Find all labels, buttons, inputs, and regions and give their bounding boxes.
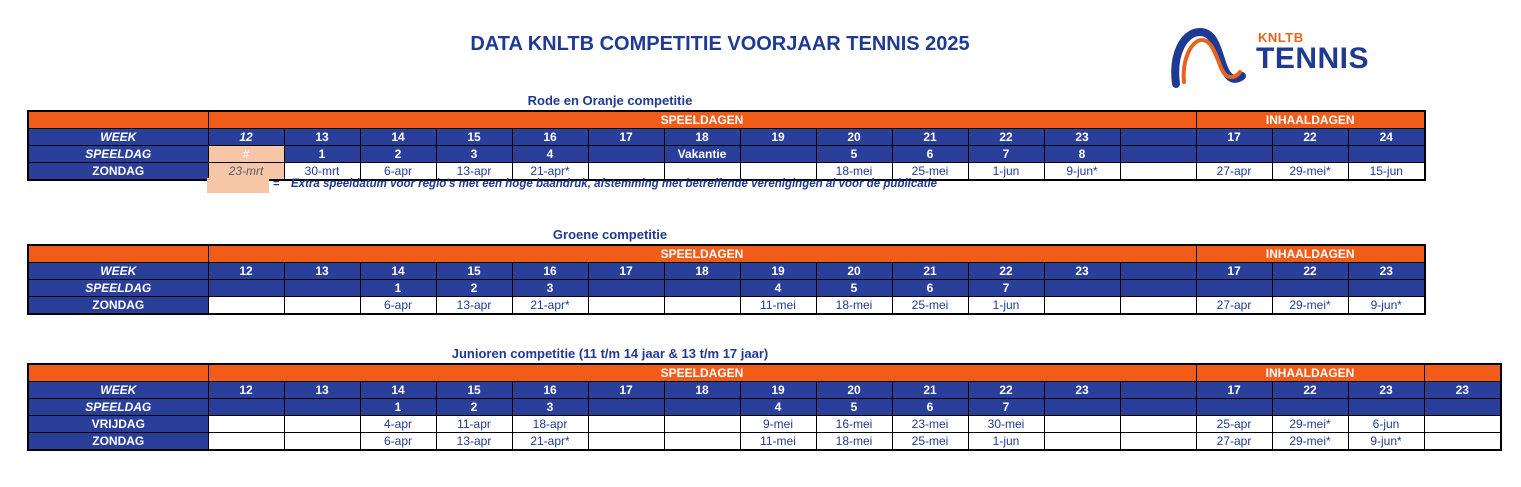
vrijdag-cell <box>588 416 664 433</box>
zondag-cell <box>284 297 360 315</box>
week-cell: 12 <box>208 263 284 280</box>
speeldag-cell-empty <box>1120 146 1196 163</box>
week-cell: 19 <box>740 382 816 399</box>
week-row <box>28 382 1501 399</box>
legend-text: Extra speeldatum voor regio's met een hoge baandruk, afstemming met betreffende verenigingen al voor de publicatie <box>291 178 938 190</box>
inhaal-speeldag-cell <box>1348 146 1425 163</box>
inhaal-zondag-cell <box>1424 433 1501 451</box>
week-cell: 12 <box>208 129 284 146</box>
inhaal-zondag-cell: 29-mei* <box>1272 163 1348 181</box>
speeldag-cell: 3 <box>512 280 588 297</box>
zondag-cell: 25-mei <box>892 163 968 181</box>
inhaal-vrijdag-cell: 29-mei* <box>1272 416 1348 433</box>
inhaal-vrijdag-cell <box>1424 416 1501 433</box>
vrijdag-label: VRIJDAG <box>28 416 208 433</box>
inhaal-week-cell: 17 <box>1196 382 1272 399</box>
corner-cell <box>28 364 208 382</box>
speeldag-cell <box>1044 280 1120 297</box>
speeldag-row <box>28 280 1425 297</box>
inhaal-week-cell: 23 <box>1348 382 1424 399</box>
inhaal-speeldag-cell <box>1348 280 1425 297</box>
vrijdag-row <box>28 416 1501 433</box>
speeldag-cell: 4 <box>740 399 816 416</box>
week-label: WEEK <box>28 129 208 146</box>
zondag-row <box>28 297 1425 315</box>
week-cell: 13 <box>284 129 360 146</box>
speeldag-cell <box>664 399 740 416</box>
week-cell: 20 <box>816 382 892 399</box>
speeldag-cell-empty <box>1120 280 1196 297</box>
zondag-cell <box>588 297 664 315</box>
zondag-cell: 13-apr <box>436 297 512 315</box>
week-cell: 20 <box>816 129 892 146</box>
inhaal-week-cell: 22 <box>1272 129 1348 146</box>
week-cell: 22 <box>968 382 1044 399</box>
week-cell: 16 <box>512 263 588 280</box>
zondag-cell <box>1044 433 1120 451</box>
inhaal-zondag-cell: 27-apr <box>1196 433 1272 451</box>
speeldag-cell: 5 <box>816 280 892 297</box>
zondag-cell: 6-apr <box>360 163 436 181</box>
junioren-title: Junioren competitie (11 t/m 14 jaar & 13 t/m 17 jaar) <box>451 346 769 361</box>
speeldag-cell: 2 <box>360 146 436 163</box>
junioren-table <box>27 363 1502 451</box>
speeldag-cell: 2 <box>436 399 512 416</box>
corner-cell <box>28 245 208 263</box>
inhaal-zondag-cell: 29-mei* <box>1272 297 1348 315</box>
speeldag-cell <box>284 280 360 297</box>
zondag-cell: 13-apr <box>436 163 512 181</box>
inhaal-week-cell: 23 <box>1424 382 1501 399</box>
week-cell: 22 <box>968 263 1044 280</box>
week-cell: 12 <box>208 382 284 399</box>
zondag-cell <box>1044 297 1120 315</box>
vrijdag-cell: 30-mei <box>968 416 1044 433</box>
speeldag-cell: 1 <box>360 280 436 297</box>
week-row <box>28 129 1425 146</box>
speeldag-cell <box>284 399 360 416</box>
week-cell: 19 <box>740 263 816 280</box>
speeldag-cell: 3 <box>512 399 588 416</box>
legend <box>207 178 1207 193</box>
inhaal-zondag-cell: 27-apr <box>1196 163 1272 181</box>
vrijdag-cell: 9-mei <box>740 416 816 433</box>
zondag-cell: 21-apr* <box>512 433 588 451</box>
inhaal-week-cell: 22 <box>1272 382 1348 399</box>
speeldag-cell <box>208 399 284 416</box>
speeldag-cell: 7 <box>968 280 1044 297</box>
week-cell: 19 <box>740 129 816 146</box>
zondag-label: ZONDAG <box>28 297 208 315</box>
week-cell: 18 <box>664 382 740 399</box>
speeldagen-header: SPEELDAGEN <box>208 364 1196 382</box>
speeldag-cell-empty <box>1120 399 1196 416</box>
page-title: DATA KNLTB COMPETITIE VOORJAAR TENNIS 2025 <box>470 33 970 55</box>
week-cell: 18 <box>664 129 740 146</box>
vrijdag-cell: 4-apr <box>360 416 436 433</box>
inhaal-speeldag-cell <box>1424 399 1501 416</box>
zondag-cell: 18-mei <box>816 297 892 315</box>
zondag-cell-empty <box>1120 433 1196 451</box>
speeldag-cell: 7 <box>968 146 1044 163</box>
speeldagen-header: SPEELDAGEN <box>208 111 1196 129</box>
zondag-cell: 30-mrt <box>284 163 360 181</box>
speeldag-cell: 3 <box>436 146 512 163</box>
inhaal-speeldag-cell <box>1272 146 1348 163</box>
inhaal-zondag-cell: 29-mei* <box>1272 433 1348 451</box>
legend-swatch <box>207 178 269 193</box>
speeldag-cell <box>1044 399 1120 416</box>
week-cell: 20 <box>816 263 892 280</box>
week-cell: 14 <box>360 129 436 146</box>
inhaal-week-cell: 22 <box>1272 263 1348 280</box>
speeldag-cell: 1 <box>284 146 360 163</box>
zondag-cell: 1-jun <box>968 433 1044 451</box>
zondag-cell: 9-jun* <box>1044 163 1120 181</box>
inhaal-zondag-cell: 27-apr <box>1196 297 1272 315</box>
week-cell: 21 <box>892 129 968 146</box>
inhaal-speeldag-cell <box>1196 280 1272 297</box>
speeldag-label: SPEELDAG <box>28 280 208 297</box>
week-cell: 21 <box>892 263 968 280</box>
inhaal-speeldag-cell <box>1272 280 1348 297</box>
week-label: WEEK <box>28 382 208 399</box>
week-cell: 15 <box>436 263 512 280</box>
groene-table <box>27 244 1426 315</box>
logo-tennis-text: TENNIS <box>1256 42 1370 75</box>
zondag-cell: 25-mei <box>892 297 968 315</box>
inhaal-speeldag-cell <box>1348 399 1424 416</box>
speeldag-cell: 5 <box>816 399 892 416</box>
knltb-tennis-logo <box>1170 24 1380 90</box>
week-cell: 17 <box>588 263 664 280</box>
speeldag-cell: 6 <box>892 146 968 163</box>
week-cell: 13 <box>284 382 360 399</box>
week-row <box>28 263 1425 280</box>
legend-equals: = <box>273 178 280 190</box>
speeldag-row <box>28 146 1425 163</box>
vrijdag-cell: 23-mei <box>892 416 968 433</box>
inhaal-speeldag-cell <box>1196 146 1272 163</box>
week-cell-empty <box>1120 129 1196 146</box>
inhaaldagen-header: INHAALDAGEN <box>1196 245 1425 263</box>
week-cell: 13 <box>284 263 360 280</box>
speeldag-cell: 6 <box>892 280 968 297</box>
speeldag-cell <box>588 399 664 416</box>
week-cell: 15 <box>436 129 512 146</box>
week-cell: 23 <box>1044 263 1120 280</box>
inhaaldagen-extra-cell <box>1424 364 1501 382</box>
vrijdag-cell <box>284 416 360 433</box>
logo-knltb-text: KNLTB <box>1258 30 1304 45</box>
inhaal-zondag-cell: 9-jun* <box>1348 433 1424 451</box>
speeldag-cell-vakantie: Vakantie <box>664 146 740 163</box>
zondag-cell: 6-apr <box>360 297 436 315</box>
rode-oranje-table <box>27 110 1426 181</box>
zondag-cell: 11-mei <box>740 433 816 451</box>
rode-oranje-title: Rode en Oranje competitie <box>527 93 693 108</box>
week-cell: 18 <box>664 263 740 280</box>
speeldag-row <box>28 399 1501 416</box>
zondag-cell <box>208 297 284 315</box>
speeldag-cell: 8 <box>1044 146 1120 163</box>
speeldag-label: SPEELDAG <box>28 399 208 416</box>
inhaal-week-cell: 17 <box>1196 263 1272 280</box>
week-cell: 17 <box>588 129 664 146</box>
speeldag-cell: 4 <box>512 146 588 163</box>
week-cell: 16 <box>512 129 588 146</box>
header-row <box>28 245 1425 263</box>
zondag-cell-extra: 23-mrt <box>208 163 284 181</box>
corner-cell <box>28 111 208 129</box>
logo-swoosh-icon <box>1170 24 1260 90</box>
speeldag-cell <box>588 146 664 163</box>
zondag-cell <box>208 433 284 451</box>
week-cell: 23 <box>1044 129 1120 146</box>
inhaaldagen-header: INHAALDAGEN <box>1196 364 1424 382</box>
inhaal-zondag-cell: 9-jun* <box>1348 297 1425 315</box>
zondag-cell-empty <box>1120 297 1196 315</box>
speeldag-cell: 1 <box>360 399 436 416</box>
week-cell: 22 <box>968 129 1044 146</box>
vrijdag-cell <box>208 416 284 433</box>
inhaaldagen-header: INHAALDAGEN <box>1196 111 1425 129</box>
header-row <box>28 111 1425 129</box>
week-cell-empty <box>1120 263 1196 280</box>
week-cell: 23 <box>1044 382 1120 399</box>
inhaal-week-cell: 17 <box>1196 129 1272 146</box>
vrijdag-cell <box>1044 416 1120 433</box>
week-cell: 15 <box>436 382 512 399</box>
zondag-cell: 18-mei <box>816 433 892 451</box>
speeldag-cell: 2 <box>436 280 512 297</box>
zondag-cell: 21-apr* <box>512 297 588 315</box>
header-row <box>28 364 1501 382</box>
speeldag-cell: 7 <box>968 399 1044 416</box>
zondag-cell <box>664 433 740 451</box>
zondag-cell: 1-jun <box>968 163 1044 181</box>
speeldag-label: SPEELDAG <box>28 146 208 163</box>
zondag-cell: 1-jun <box>968 297 1044 315</box>
speeldag-cell <box>740 146 816 163</box>
speeldag-cell-extra: # <box>208 146 284 163</box>
speeldag-cell: 5 <box>816 146 892 163</box>
inhaal-vrijdag-cell: 25-apr <box>1196 416 1272 433</box>
zondag-cell: 11-mei <box>740 297 816 315</box>
week-label: WEEK <box>28 263 208 280</box>
week-cell: 14 <box>360 263 436 280</box>
groene-title: Groene competitie <box>552 227 668 242</box>
vrijdag-cell: 18-apr <box>512 416 588 433</box>
vrijdag-cell: 11-apr <box>436 416 512 433</box>
speeldag-cell <box>588 280 664 297</box>
vrijdag-cell <box>664 416 740 433</box>
inhaal-zondag-cell: 15-jun <box>1348 163 1425 181</box>
inhaal-speeldag-cell <box>1196 399 1272 416</box>
week-cell: 17 <box>588 382 664 399</box>
inhaal-week-cell: 23 <box>1348 263 1425 280</box>
vrijdag-cell: 16-mei <box>816 416 892 433</box>
zondag-cell: 25-mei <box>892 433 968 451</box>
speeldag-cell <box>664 280 740 297</box>
week-cell: 16 <box>512 382 588 399</box>
inhaal-week-cell: 24 <box>1348 129 1425 146</box>
week-cell: 21 <box>892 382 968 399</box>
zondag-label: ZONDAG <box>28 433 208 451</box>
zondag-cell: 13-apr <box>436 433 512 451</box>
inhaal-vrijdag-cell: 6-jun <box>1348 416 1424 433</box>
speeldagen-header: SPEELDAGEN <box>208 245 1196 263</box>
zondag-cell: 18-mei <box>816 163 892 181</box>
speeldag-cell: 4 <box>740 280 816 297</box>
speeldag-cell: 6 <box>892 399 968 416</box>
zondag-cell <box>588 433 664 451</box>
zondag-row <box>28 433 1501 451</box>
week-cell: 14 <box>360 382 436 399</box>
speeldag-cell <box>208 280 284 297</box>
inhaal-speeldag-cell <box>1272 399 1348 416</box>
week-cell-empty <box>1120 382 1196 399</box>
zondag-label: ZONDAG <box>28 163 208 181</box>
zondag-cell: 6-apr <box>360 433 436 451</box>
zondag-cell: 21-apr* <box>512 163 588 181</box>
vrijdag-cell-empty <box>1120 416 1196 433</box>
zondag-cell <box>664 297 740 315</box>
zondag-cell <box>284 433 360 451</box>
